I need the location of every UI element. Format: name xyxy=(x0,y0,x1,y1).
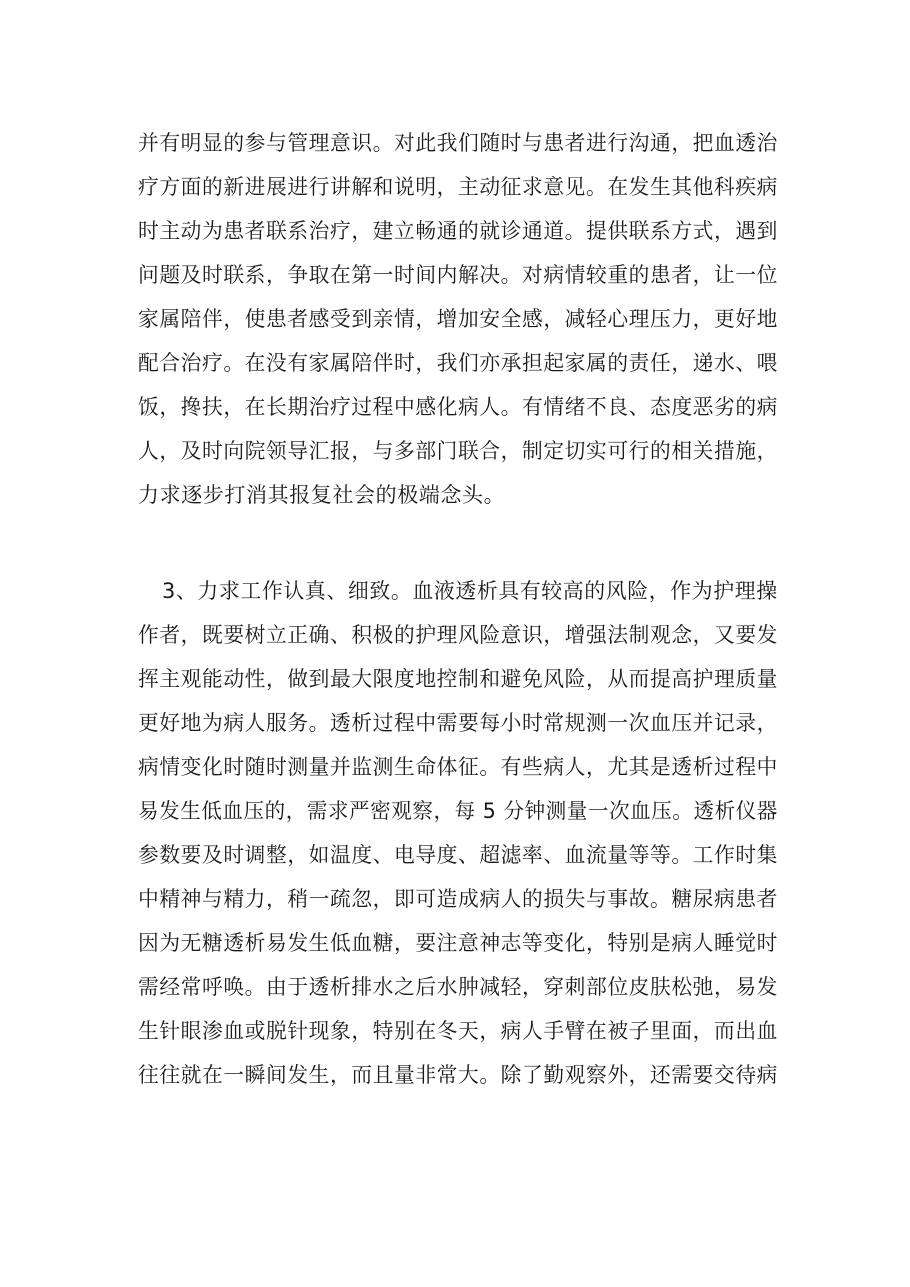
text-line: 时主动为患者联系治疗，建立畅通的就诊通道。提供联系方式，遇到 xyxy=(138,219,778,243)
text-line: 更好地为病人服务。透析过程中需要每小时常规测一次血压并记录， xyxy=(138,711,778,735)
text-line: 问题及时联系，争取在第一时间内解决。对病情较重的患者，让一位 xyxy=(138,263,778,287)
text-line: 3、力求工作认真、细致。血液透析具有较高的风险，作为护理操 xyxy=(162,579,778,603)
text-line: 病情变化时随时测量并监测生命体征。有些病人，尤其是透析过程中 xyxy=(138,755,778,779)
text-line: 人，及时向院领导汇报，与多部门联合，制定切实可行的相关措施， xyxy=(138,439,778,463)
text-line: 往往就在一瞬间发生，而且量非常大。除了勤观察外，还需要交待病 xyxy=(138,1063,778,1087)
text-line: 作者，既要树立正确、积极的护理风险意识，增强法制观念，又要发 xyxy=(138,623,778,647)
text-line: 家属陪伴，使患者感受到亲情，增加安全感，减轻心理压力，更好地 xyxy=(138,307,778,331)
text-line: 需经常呼唤。由于透析排水之后水肿减轻，穿刺部位皮肤松弛，易发 xyxy=(138,975,778,999)
text-line: 并有明显的参与管理意识。对此我们随时与患者进行沟通，把血透治 xyxy=(138,131,778,155)
text-line: 挥主观能动性，做到最大限度地控制和避免风险，从而提高护理质量 xyxy=(138,667,778,691)
text-line: 中精神与精力，稍一疏忽，即可造成病人的损失与事故。糖尿病患者 xyxy=(138,887,778,911)
text-line: 因为无糖透析易发生低血糖，要注意神志等变化，特别是病人睡觉时 xyxy=(138,931,778,955)
text-line: 疗方面的新进展进行讲解和说明，主动征求意见。在发生其他科疾病 xyxy=(138,175,778,199)
text-line: 力求逐步打消其报复社会的极端念头。 xyxy=(138,483,506,507)
text-line: 生针眼渗血或脱针现象，特别在冬天，病人手臂在被子里面，而出血 xyxy=(138,1019,778,1043)
text-line: 配合治疗。在没有家属陪伴时，我们亦承担起家属的责任，递水、喂 xyxy=(138,351,778,375)
text-line: 饭，搀扶，在长期治疗过程中感化病人。有情绪不良、态度恶劣的病 xyxy=(138,395,778,419)
text-line: 易发生低血压的，需求严密观察，每 5 分钟测量一次血压。透析仪器 xyxy=(138,799,778,823)
text-line: 参数要及时调整，如温度、电导度、超滤率、血流量等等。工作时集 xyxy=(138,843,778,867)
